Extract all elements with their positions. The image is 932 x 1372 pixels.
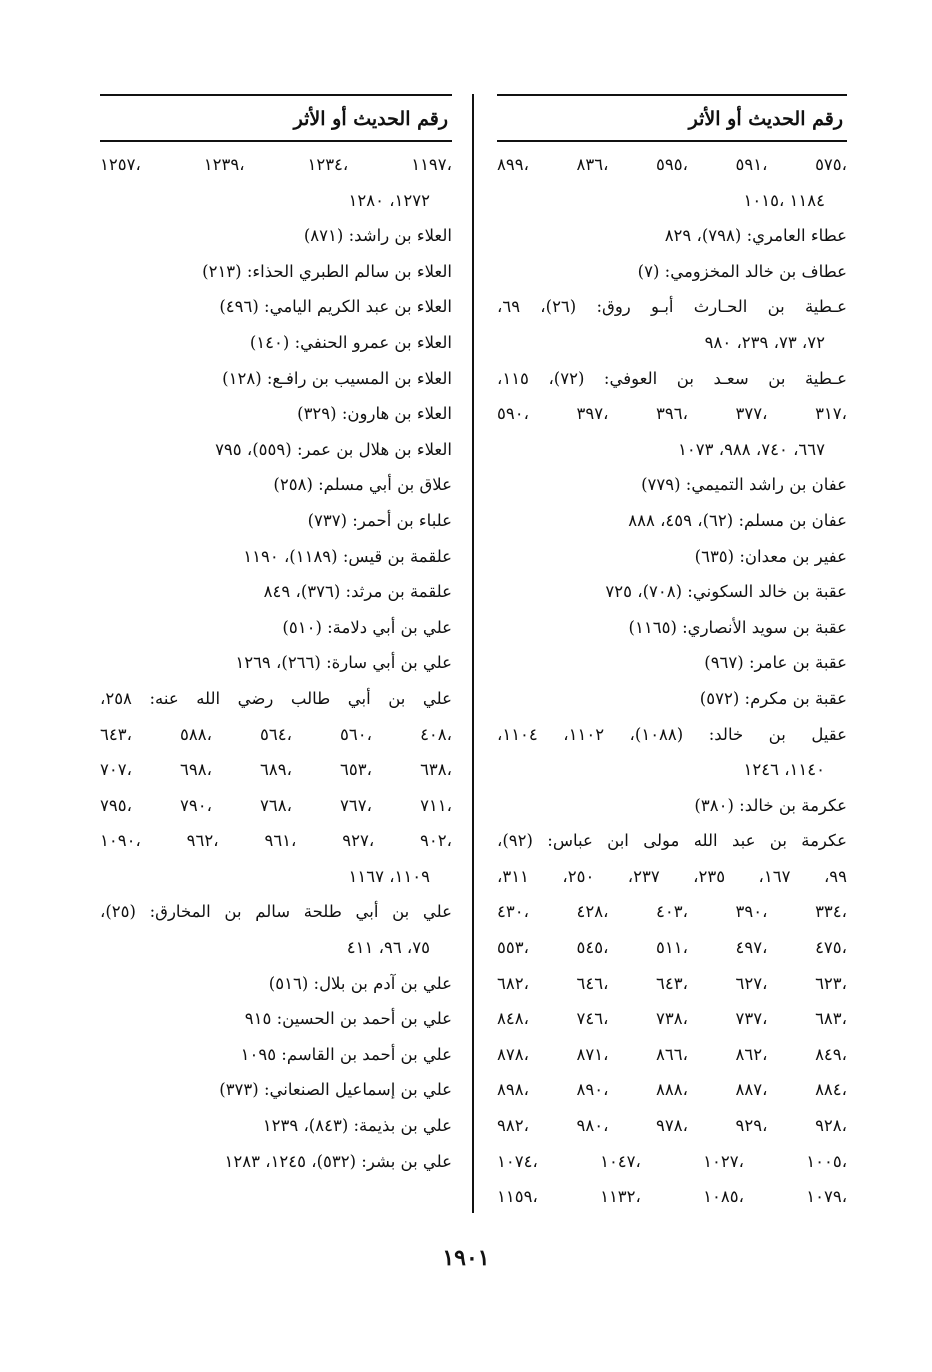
index-line: علاق بن أبي مسلم: (٢٥٨) <box>273 475 452 495</box>
index-line: العلاء بن عمرو الحنفي: (١٤٠) <box>249 332 452 352</box>
index-line: ٧٥، ٩٦، ٤١١ <box>346 938 430 958</box>
index-line: علي بن أبي طالب رضي الله عنه: ٢٥٨، <box>100 688 452 708</box>
index-line: العلاء بن عبد الكريم اليامي: (٤٩٦) <box>219 297 452 317</box>
index-line: عطاء العامري: (٧٩٨)، ٨٢٩ <box>664 226 847 246</box>
index-line: عقبة بن مكرم: (٥٧٢) <box>699 688 847 708</box>
index-line: ،١١٩٧ ،١٢٣٤ ،١٢٣٩ ،١٢٥٧ <box>100 155 452 174</box>
index-entries <box>100 147 452 1179</box>
index-line: عكرمة بن خالد: (٣٨٠) <box>694 795 847 815</box>
page-number: ١٩٠١ <box>442 1245 490 1271</box>
index-line: علقمة بن قيس: (١١٨٩)، ١١٩٠ <box>243 546 452 566</box>
index-line: علي بن بشر: (٥٣٢)، ١٢٤٥، ١٢٨٣ <box>224 1151 452 1171</box>
index-line: عـطية بن الحـارث أبـو روق: (٢٦)، ٦٩، <box>497 297 847 317</box>
index-line: ،٥٧٥ ،٥٩١ ،٥٩٥ ،٨٣٦ ،٨٩٩ <box>497 155 847 174</box>
index-line: عقيل بن خالد: (١٠٨٨)، ١١٠٢، ١١٠٤، <box>497 724 847 744</box>
index-line: العلاء بن راشد: (٨٧١) <box>303 226 452 246</box>
index-line: عفان بن راشد التميمي: (٧٧٩) <box>641 475 847 495</box>
index-line: ،٤٠٨ ،٥٦٠ ،٥٦٤ ،٥٨٨ ،٦٤٣ <box>100 724 452 744</box>
index-line: علي بن أحمد بن الحسين: ٩١٥ <box>244 1009 452 1029</box>
index-line: ،٩٠٢ ،٩٢٧ ،٩٦١ ،٩٦٢ ،١٠٩٠ <box>100 831 452 851</box>
index-line: علي بن بذيمة: (٨٤٣)، ١٢٣٩ <box>262 1116 452 1136</box>
index-line: ،١٠٧٩ ،١٠٨٥ ،١١٣٢ ،١١٥٩ <box>497 1187 847 1207</box>
index-line: عقبة بن عامر: (٩٦٧) <box>704 653 847 673</box>
index-line: علي بن أبي دلامة: (٥١٠) <box>282 617 452 637</box>
column-header: رقم الحديث أو الأثر <box>100 94 452 142</box>
index-line: علباء بن أحمر: (٧٣٧) <box>307 510 452 530</box>
index-line: ١١٨٤ ،١٠١٥ <box>743 190 825 210</box>
index-line: علي بن أحمد بن القاسم: ١٠٩٥ <box>240 1044 452 1064</box>
index-line: العلاء بن هلال بن عمر: (٥٥٩)، ٧٩٥ <box>215 439 452 459</box>
index-line: علقمة بن مرثد: (٣٧٦)، ٨٤٩ <box>263 582 452 602</box>
column-divider <box>472 94 474 1213</box>
left-column <box>100 94 452 1179</box>
index-line: علي بن آدم بن بلال: (٥١٦) <box>268 973 452 993</box>
index-line: علي بن إسماعيل الصنعاني: (٣٧٣) <box>219 1080 452 1100</box>
index-line: ٦٦٧، ٧٤٠، ٩٨٨، ١٠٧٣ <box>678 439 825 459</box>
index-line: علي بن أبي طلحة سالم بن المخارق: (٢٥)، <box>100 902 452 922</box>
index-line: عفير بن معدان: (٦٣٥) <box>694 546 847 566</box>
index-line: ،٤٧٥ ،٤٩٧ ،٥١١ ،٥٤٥ ،٥٥٣ <box>497 938 847 958</box>
right-column <box>497 94 847 1215</box>
index-line: عطاف بن خالد المخزومي: (٧) <box>637 261 847 281</box>
index-line: العلاء بن هارون: (٣٢٩) <box>297 404 452 424</box>
index-line: ،٩٢٨ ،٩٢٩ ،٩٧٨ ،٩٨٠ ،٩٨٢ <box>497 1116 847 1136</box>
index-line: العلاء بن سالم الطبري الحذاء: (٢١٣) <box>202 261 452 281</box>
column-header: رقم الحديث أو الأثر <box>497 94 847 142</box>
index-line: علي بن أبي سارة: (٢٦٦)، ١٢٦٩ <box>235 653 452 673</box>
index-line: ،١٠٠٥ ،١٠٢٧ ،١٠٤٧ ،١٠٧٤ <box>497 1151 847 1171</box>
index-line: ،٧١١ ،٧٦٧ ،٧٦٨ ،٧٩٠ ،٧٩٥ <box>100 795 452 815</box>
index-line: عكرمة بن عبد الله مولى ابن عباس: (٩٢)، <box>497 831 847 851</box>
index-line: ،٨٨٤ ،٨٨٧ ،٨٨٨ ،٨٩٠ ،٨٩٨ <box>497 1080 847 1100</box>
index-line: ،٦٢٣ ،٦٢٧ ،٦٤٣ ،٦٤٦ ،٦٨٢ <box>497 973 847 993</box>
index-line: ،٦٣٨ ،٦٥٣ ،٦٨٩ ،٦٩٨ ،٧٠٧ <box>100 760 452 780</box>
index-line: ،٣٣٤ ،٣٩٠ ،٤٠٣ ،٤٢٨ ،٤٣٠ <box>497 902 847 922</box>
index-line: عقبة بن خالد السكوني: (٧٠٨)، ٧٢٥ <box>605 582 847 602</box>
index-line: ٩٩، ١٦٧، ٢٣٥، ٢٣٧، ٢٥٠، ٣١١، <box>497 866 847 886</box>
index-line: عفان بن مسلم: (٦٢)، ٤٥٩، ٨٨٨ <box>628 510 847 530</box>
index-line: ١١٠٩، ١١٦٧ <box>348 866 430 886</box>
index-line: عقبة بن سويد الأنصاري: (١١٦٥) <box>628 617 847 637</box>
index-line: ١١٤٠، ١٢٤٦ <box>743 760 825 780</box>
index-line: ،٨٤٩ ،٨٦٢ ،٨٦٦ ،٨٧١ ،٨٧٨ <box>497 1044 847 1064</box>
index-line: ،٦٨٣ ،٧٣٧ ،٧٣٨ ،٧٤٦ ،٨٤٨ <box>497 1009 847 1029</box>
index-entries <box>497 147 847 1215</box>
index-line: ١٢٧٢، ١٢٨٠ <box>348 190 430 210</box>
index-line: العلاء بن المسيب بن رافـع: (١٢٨) <box>222 368 452 388</box>
index-line: ٧٢، ٧٣، ٢٣٩، ٩٨٠ <box>704 332 825 352</box>
index-line: ،٣١٧ ،٣٧٧ ،٣٩٦ ،٣٩٧ ،٥٩٠ <box>497 404 847 424</box>
index-line: عـطية بن سعـد بن العوفي: (٧٢)، ١١٥، <box>497 368 847 388</box>
